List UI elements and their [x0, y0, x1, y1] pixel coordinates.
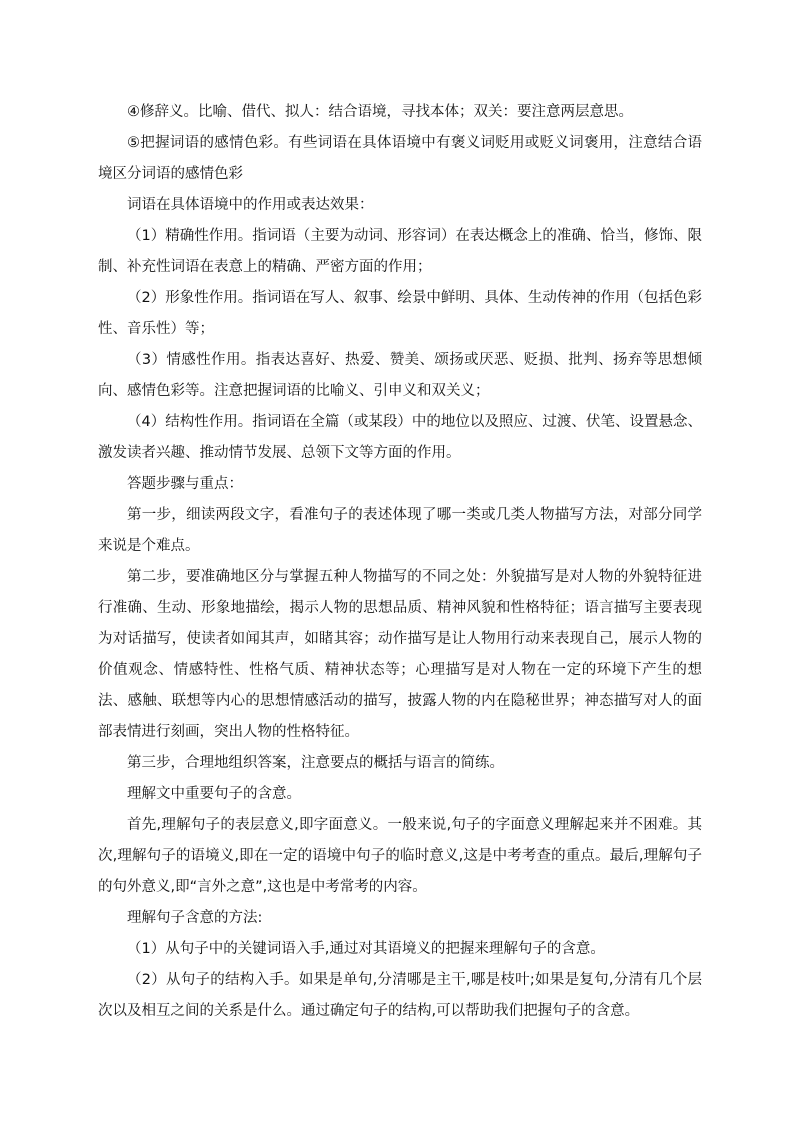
- paragraph-sentence-meaning-heading: 理解文中重要句子的含意。: [127, 786, 301, 802]
- paragraph-step-two: 第二步，要准确地区分与掌握五种人物描写的不同之处：外貌描写是对人物的外貌特征进行准确、生动、形象地描绘，揭示人物的思想品质、精神风貌和性格特征；语言描写主要表现为对话描写，使读者如闻其声，如睹其容；动作描写是让人物用行动来表现自己，展示人物的价值观念、情感特性、性格气质、精神状态等；心理描写是对人物在一定的环境下产生的想法、感触、联想等内心的思想情感活动的描写，披露人物的内在隐秘世界；神态描写对人的面部表情进行刻画，突出人物的性格特征。: [98, 569, 702, 740]
- document-body: [98, 97, 702, 1027]
- paragraph-precision-function: （1）精确性作用。指词语（主要为动词、形容词）在表达概念上的准确、恰当，修饰、限制、补充性词语在表意上的精确、严密方面的作用；: [98, 228, 702, 275]
- paragraph-sentence-meaning-levels: 首先,理解句子的表层意义,即字面意义。一般来说,句子的字面意义理解起来并不困难。其次,理解句子的语境义,即在一定的语境中句子的临时意义,这是中考考查的重点。最后,理解句子的句外意义,即“言外之意”,这也是中考常考的内容。: [98, 817, 702, 895]
- paragraph-word-effect-heading: 词语在具体语境中的作用或表达效果：: [127, 197, 374, 213]
- paragraph-methods-heading: 理解句子含意的方法:: [127, 910, 263, 926]
- paragraph-structure-function: （4）结构性作用。指词语在全篇（或某段）中的地位以及照应、过渡、伏笔、设置悬念、激发读者兴趣、推动情节发展、总领下文等方面的作用。: [98, 414, 702, 461]
- paragraph-method-structure: （2）从句子的结构入手。如果是单句,分清哪是主干,哪是枝叶;如果是复句,分清有几个层次以及相互之间的关系是什么。通过确定句子的结构,可以帮助我们把握句子的含意。: [98, 972, 702, 1019]
- paragraph-rhetorical-meaning: ④修辞义。比喻、借代、拟人：结合语境，寻找本体；双关：要注意两层意思。: [127, 104, 633, 120]
- paragraph-step-one: 第一步，细读两段文字，看准句子的表述体现了哪一类或几类人物描写方法，对部分同学来说是个难点。: [98, 507, 702, 554]
- paragraph-emotional-color: ⑤把握词语的感情色彩。有些词语在具体语境中有褒义词贬用或贬义词褒用，注意结合语境区分词语的感情色彩: [98, 135, 702, 182]
- paragraph-method-keywords: （1）从句子中的关键词语入手,通过对其语境义的把握来理解句子的含意。: [127, 941, 605, 957]
- paragraph-step-three: 第三步，合理地组织答案，注意要点的概括与语言的简练。: [127, 755, 504, 771]
- paragraph-emotion-function: （3）情感性作用。指表达喜好、热爱、赞美、颂扬或厌恶、贬损、批判、扬弃等思想倾向、感情色彩等。注意把握词语的比喻义、引申义和双关义；: [98, 352, 702, 399]
- paragraph-imagery-function: （2）形象性作用。指词语在写人、叙事、绘景中鲜明、具体、生动传神的作用（包括色彩性、音乐性）等；: [98, 290, 702, 337]
- paragraph-answer-steps-heading: 答题步骤与重点：: [127, 476, 243, 492]
